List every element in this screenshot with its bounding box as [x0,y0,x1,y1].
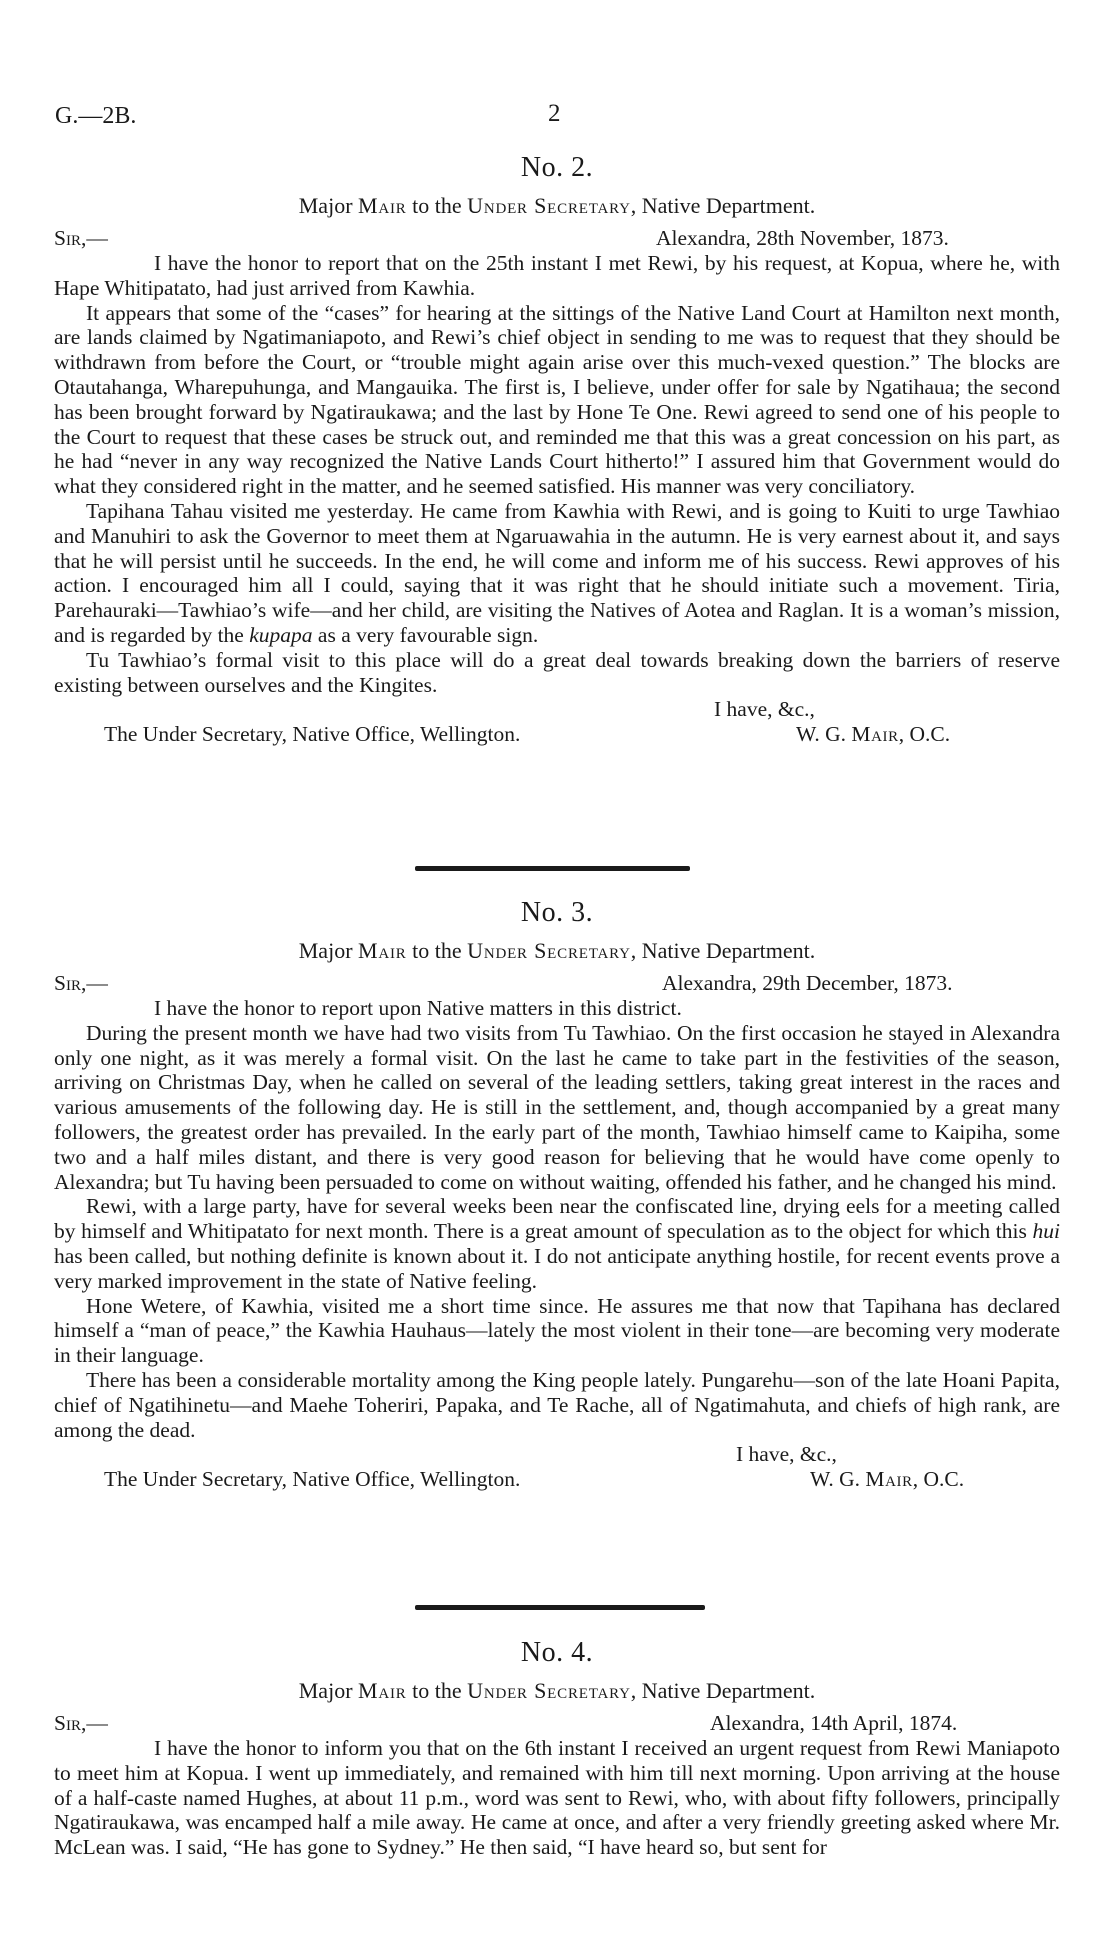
salutation: Sir,— [54,226,108,250]
salutation-row [54,1710,1060,1736]
paragraph: During the present month we have had two visits from Tu Tawhiao. On the first occasion he stayed in Alexandra only one night, as it was merely a formal visit. On the last he came to take part in the festivities of the season, arriving on Christmas Day, when he called on several of the leading settlers, taking great interest in the races and various amusements of the following day. He is still in the settlement, and, though accompanied by a great many followers, the greatest order has prevailed. In the early part of the month, Tawhiao himself came to Kaipiha, some two and a half miles distant, and there is very good reason for believing that he would have come openly to Alexandra; but Tu having been persuaded to come on without waiting, offended his father, and he changed his mind. [54,1020,1060,1194]
letter-date: Alexandra, 29th December, 1873. [662,971,953,995]
letter-body [54,1736,1060,1860]
salutation-row [54,225,1060,251]
letter-number: No. 3. [520,897,594,928]
paragraph: It appears that some of the “cases” for hearing at the sittings of the Native Land Court at Hamilton next month, are lands claimed by Ngatimaniapoto, and Rewi’s chief object in sending to me was to request that they should be withdrawn from before the Court, or “trouble might again arise over this much-vexed question.” The blocks are Otautahanga, Wharepuhunga, and Mangauika. The first is, I believe, under offer for sale by Ngatihaua; the second has been brought forward by Ngatiraukawa; and the last by Hone Te One. Rewi agreed to send one of his people to the Court to request that these cases be struck out, and reminded me that this was a great concession on his part, as he had “never in any way recognized the Native Lands Court hitherto!” I assured him that Government would do what they considered right in the matter, and he seemed satisfied. His manner was very conciliatory. [54,300,1060,499]
paragraph: There has been a considerable mortality among the King people lately. Pungarehu—son of the late Hoani Papita, chief of Ngatihinetu—and Maehe Toheriri, Papaka, and Te Rache, all of Ngatimahuta, and chiefs of high rank, are among the dead. [54,1367,1060,1442]
signature: W. G. Mair, O.C. [796,722,951,747]
salutation: Sir,— [54,971,108,995]
letter-subtitle: Major Mair to the Under Secretary, Native Department. [298,938,816,963]
letter-date: Alexandra, 14th April, 1874. [710,1711,958,1735]
letter-subtitle: Major Mair to the Under Secretary, Native Department. [298,1678,816,1703]
paragraph: I have the honor to report upon Native matters in this district. [154,996,682,1020]
letter-date: Alexandra, 28th November, 1873. [656,226,949,250]
section-divider [415,866,690,871]
letter-body [54,251,1060,697]
document-reference: G.—2B. [55,103,137,129]
letter-number: No. 2. [520,152,594,183]
page-number: 2 [548,100,561,127]
letter-no-4 [54,1637,1060,1860]
letter-subtitle: Major Mair to the Under Secretary, Native Department. [298,193,816,218]
closing-block [54,1442,1060,1492]
closing-block [54,697,1060,747]
salutation: Sir,— [54,1711,108,1735]
closing: I have, &c., [714,697,815,722]
addressee: The Under Secretary, Native Office, Wellington. [104,1467,521,1492]
paragraph-text: Tapihana Tahau visited me yesterday. He came from Kawhia with Rewi, and is going to Kuiti to urge Tawhiao and Manuhiri to ask the Governor to meet them at Ngaruawahia in the autumn. He is very earnest about it, and says that he will persist until he succeeds. In the end, he will come and inform me of his success. Rewi approves of his action. I encouraged him all I could, saying that it was right that he should initiate such a movement. Tiria, Parehauraki—Tawhiao’s wife—and her child, are visiting the Natives of Aotea and Raglan. It is a woman’s mission, and is regarded by the kupapa as a very favourable sign. [54,498,1060,647]
letter-number: No. 4. [520,1637,594,1668]
paragraph: Tu Tawhiao’s formal visit to this place will do a great deal towards breaking down the barriers of reserve existing between ourselves and the Kingites. [54,647,1060,697]
closing: I have, &c., [736,1442,837,1467]
paragraph: I have the honor to inform you that on the 6th instant I received an urgent request from Rewi Maniapoto to meet him at Kopua. I went up immediately, and remained with him till next morning. Upon arriving at the house of a half-caste named Hughes, at about 11 p.m., word was sent to Rewi, who, with about fifty followers, principally Ngatiraukawa, was encamped half a mile away. He came at once, and after a very friendly greeting asked where Mr. McLean was. I said, “He has gone to Sydney.” He then said, “I have heard so, but sent for [54,1736,1060,1860]
paragraph: Rewi, with a large party, have for several weeks been near the confiscated line, drying eels for a meeting called by himself and Whitipatato for next month. There is a great amount of speculation as to the object for which this hui has been called, but nothing definite is known about it. I do not anticipate anything hostile, for recent events prove a very marked improvement in the state of Native feeling. [54,1194,1060,1293]
signature: W. G. Mair, O.C. [810,1467,965,1492]
letter-body [54,996,1060,1442]
letter-no-3 [54,897,1060,1492]
letter-no-2 [54,152,1060,747]
paragraph: Hone Wetere, of Kawhia, visited me a short time since. He assures me that now that Tapihana has declared himself a “man of peace,” the Kawhia Hauhaus—lately the most violent in their tone—are becoming very moderate in their language. [54,1293,1060,1368]
section-divider [415,1605,705,1610]
salutation-row [54,970,1060,996]
paragraph: I have the honor to report that on the 25th instant I met Rewi, by his request, at Kopua, where he, with Hape Whitipatato, had just arrived from Kawhia. [54,251,1060,300]
paragraph [54,499,1060,648]
addressee: The Under Secretary, Native Office, Wellington. [104,722,521,747]
